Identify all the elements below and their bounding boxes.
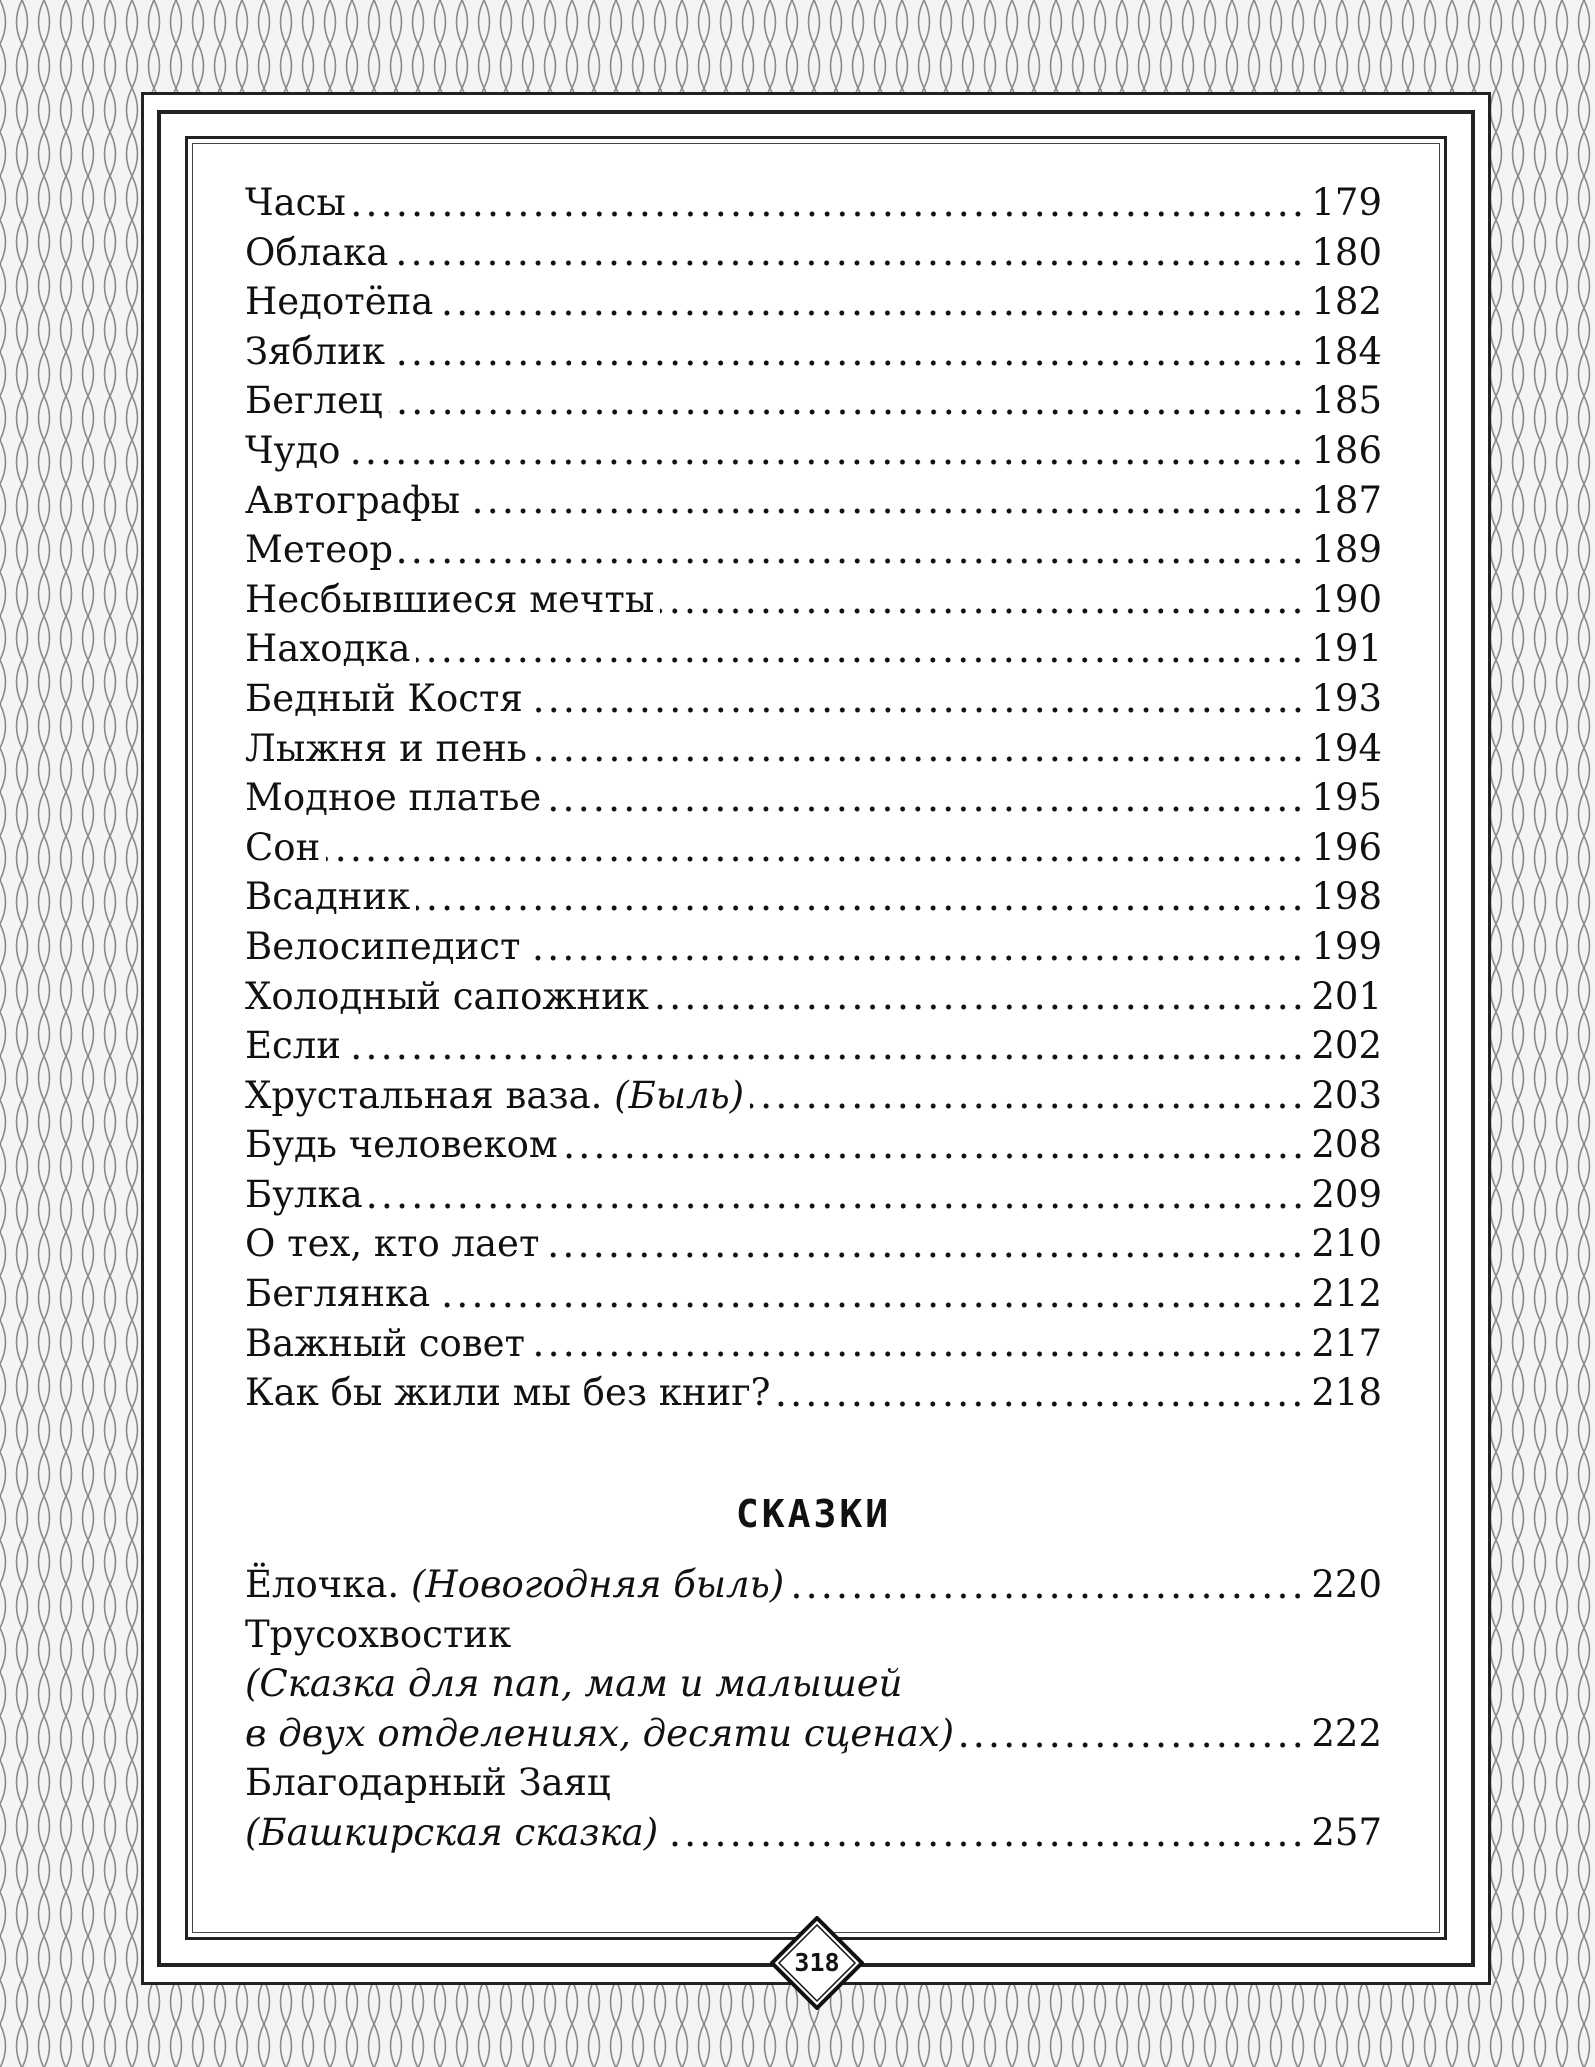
toc-entry-title: Несбывшиеся мечты [245,577,655,621]
toc-entry [245,1758,1382,1808]
dot-leader [394,257,1305,269]
toc-entry-page: 202 [1311,1024,1382,1068]
dot-leader [389,406,1306,418]
dot-leader [466,505,1305,517]
toc-entry-page: 222 [1311,1711,1382,1755]
toc-entry-title: Метеор [245,528,394,572]
toc-entry-page: 196 [1311,825,1382,869]
toc-entry-title: Бедный Костя [245,676,523,720]
toc-entry-page: 186 [1311,428,1382,472]
dot-leader [790,1590,1305,1602]
toc-entry-page: 217 [1311,1321,1382,1365]
toc-entry-title: Находка [245,627,411,671]
toc-entry [245,1368,1382,1418]
toc-entry [245,575,1382,625]
toc-entry-title: Модное платье [245,776,542,820]
dot-leader [436,1299,1305,1311]
toc-entry-title: Булка [245,1172,363,1216]
toc-entry-page: 195 [1311,776,1382,820]
toc-entry-title: Всадник [245,875,411,919]
toc-entry [245,1120,1382,1170]
toc-entry-page: 220 [1311,1563,1382,1606]
toc-entry-page: 218 [1311,1371,1382,1415]
toc-entry-page: 179 [1311,181,1382,224]
toc-entry [245,724,1382,774]
toc-entry-title: Сон [245,825,321,869]
toc-entry-page: 180 [1311,230,1382,274]
toc-entry [245,823,1382,873]
toc-entry-page: 189 [1311,528,1382,572]
toc-entry-page: 191 [1311,627,1382,671]
dot-leader [531,1348,1305,1360]
toc-entry-subtitle: в двух отделениях, десяти сценах) 222 [245,1709,1382,1759]
toc-entry-title: Хрустальная ваза. (Быль) [245,1073,745,1117]
toc-entry-page: 182 [1311,280,1382,324]
toc-entry [245,972,1382,1022]
dot-leader [664,1838,1305,1850]
dot-leader [439,307,1305,319]
dot-leader [416,902,1305,914]
toc-entry [245,1170,1382,1220]
toc-entry [245,376,1382,426]
toc-entry [245,773,1382,823]
toc-entry-page: 210 [1311,1222,1382,1266]
toc-entry-subtitle: (Сказка для пап, мам и малышей [245,1662,903,1706]
toc-entry-page: 209 [1311,1172,1382,1216]
toc-entry-title: Облака [245,230,389,274]
toc-entry-page: 257 [1311,1810,1382,1854]
toc-entry [245,1219,1382,1269]
toc-entry-title: Часы [245,181,346,224]
dot-leader [352,208,1306,220]
toc-entry [245,476,1382,526]
toc-entry [245,624,1382,674]
toc-entry [245,178,1382,228]
table-of-contents [245,178,1382,1418]
toc-entry-title: Если [245,1024,341,1068]
toc-entry-page: 187 [1311,478,1382,522]
toc-entry [245,1269,1382,1319]
toc-entry-title: Будь человеком [245,1123,558,1167]
toc-entry-page: 194 [1311,726,1382,770]
toc-entry-page: 199 [1311,924,1382,968]
toc-entry [245,1319,1382,1369]
toc-entry-page: 198 [1311,875,1382,919]
dot-leader [416,654,1305,666]
toc-entry [245,1610,1382,1660]
dot-leader [750,1100,1305,1112]
dot-leader [391,357,1305,369]
dot-leader [346,456,1305,468]
toc-entry-page: 184 [1311,329,1382,373]
toc-entry-page: 212 [1311,1272,1382,1316]
toc-entry-title: Благодарный Заяц [245,1761,611,1805]
dot-leader [399,555,1305,567]
dot-leader [533,753,1305,765]
dot-leader [369,1200,1306,1212]
section-heading: СКАЗКИ [735,1492,892,1536]
toc-entry-title: Зяблик [245,329,385,373]
toc-entry-title: Трусохвостик [245,1612,512,1656]
toc-entry-page: 208 [1311,1123,1382,1167]
toc-entry-title: Беглянка [245,1272,431,1316]
toc-entry-title: Недотёпа [245,280,434,324]
toc-entry [245,1021,1382,1071]
toc-entry-title: Велосипедист [245,924,521,968]
toc-entry-title: Лыжня и пень [245,726,527,770]
toc-entry-title: Ёлочка. (Новогодняя быль) [245,1563,785,1606]
dot-leader [547,803,1305,815]
toc-entry [245,872,1382,922]
toc-entry-page: 203 [1311,1073,1382,1117]
toc-entry [245,674,1382,724]
toc-entry [245,1560,1382,1610]
toc-entry [245,922,1382,972]
toc-entry-page: 190 [1311,577,1382,621]
toc-entry-title: Холодный сапожник [245,974,649,1018]
toc-entry-title: Важный совет [245,1321,526,1365]
toc-entry-title: Чудо [245,428,341,472]
table-of-contents-tales [245,1560,1382,1858]
toc-entry-page: 193 [1311,676,1382,720]
page-number: 318 [794,1948,840,1977]
dot-leader [660,605,1305,617]
toc-entry [245,426,1382,476]
toc-entry-title: Автографы [245,478,461,522]
dot-leader [564,1150,1306,1162]
toc-entry-title: Беглец [245,379,383,423]
dot-leader [529,704,1306,716]
dot-leader [776,1398,1305,1410]
toc-entry [245,1071,1382,1121]
dot-leader [526,952,1305,964]
dot-leader [655,1001,1305,1013]
dot-leader [960,1739,1305,1751]
toc-entry [245,525,1382,575]
toc-entry [245,228,1382,278]
toc-entry-subtitle: (Башкирская сказка) 257 [245,1808,1382,1858]
toc-entry-title: Как бы жили мы без книг? [245,1371,771,1415]
dot-leader [347,1051,1305,1063]
toc-entry [245,327,1382,377]
toc-entry-title: О тех, кто лает [245,1222,540,1266]
toc-entry-page: 201 [1311,974,1382,1018]
toc-entry [245,277,1382,327]
toc-entry-page: 185 [1311,379,1382,423]
dot-leader [326,853,1305,865]
dot-leader [545,1249,1305,1261]
